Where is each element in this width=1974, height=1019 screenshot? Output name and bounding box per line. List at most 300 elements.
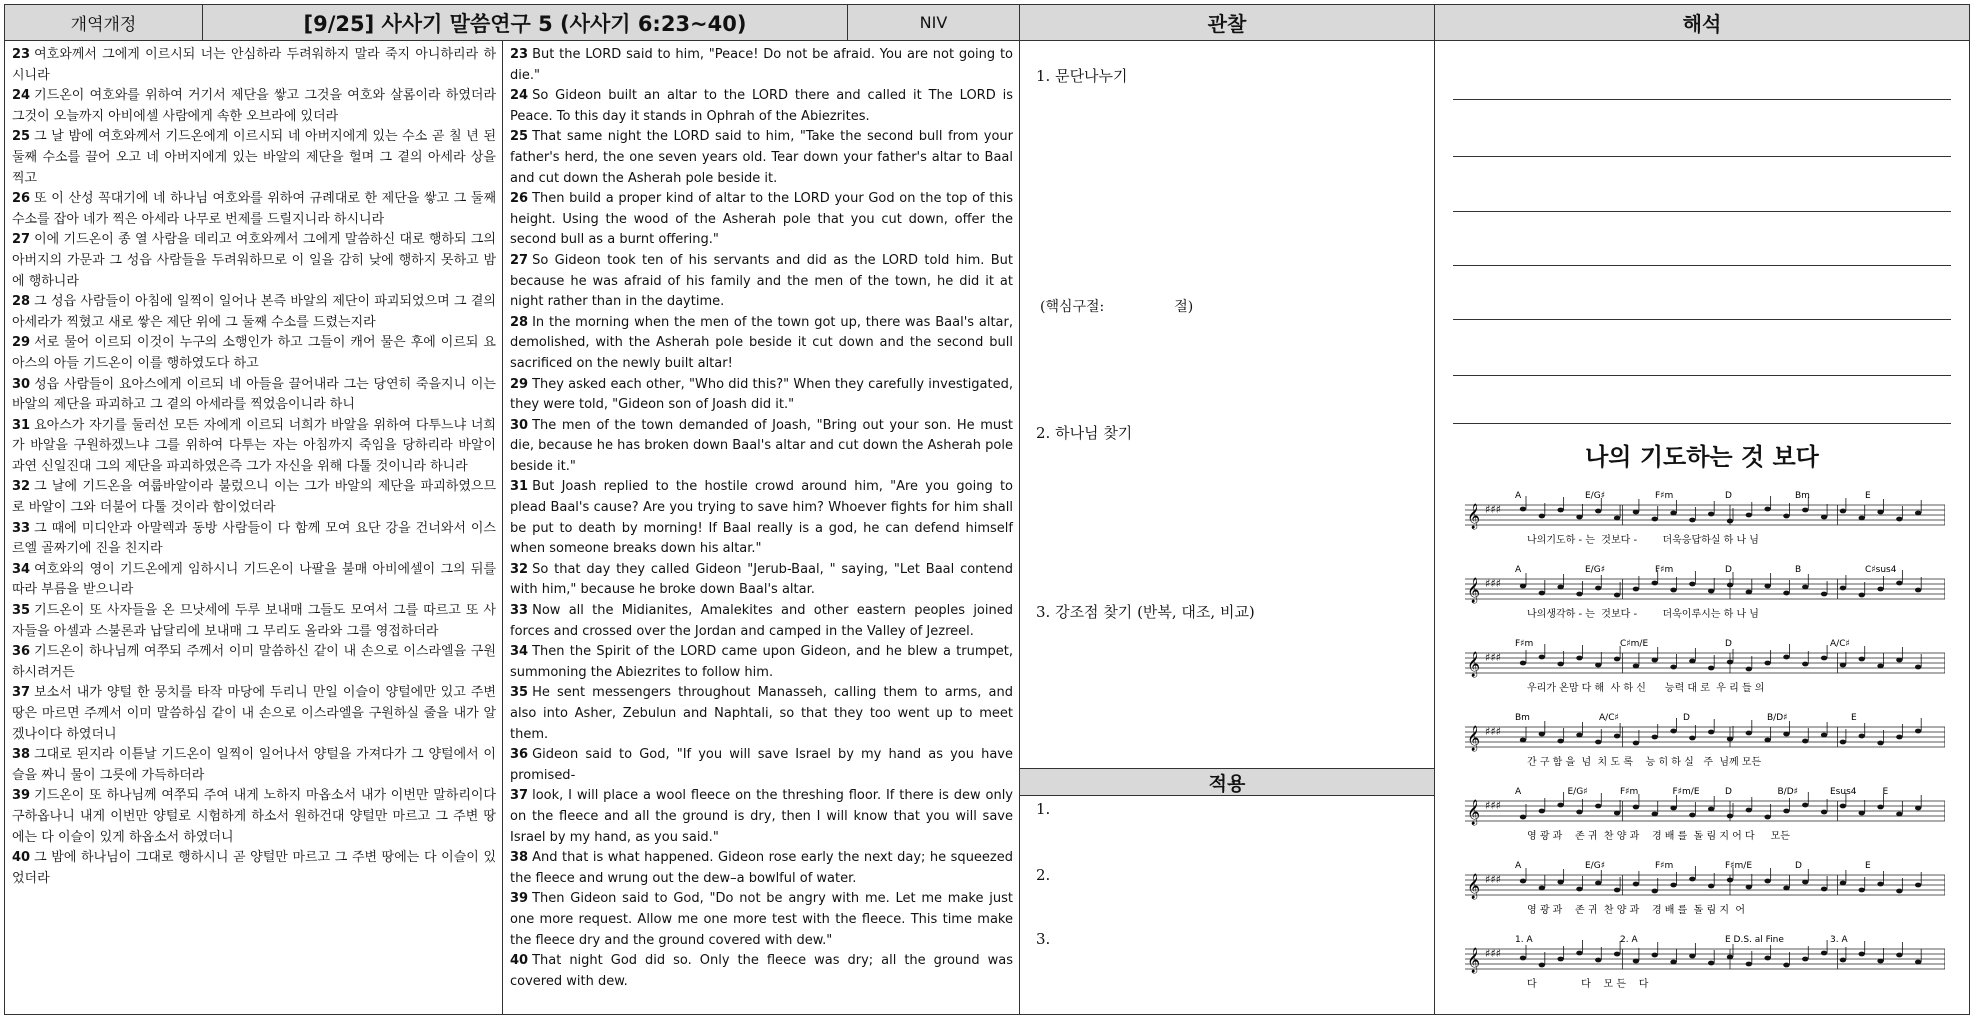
note	[1576, 733, 1582, 738]
verse-30	[12, 375, 496, 416]
note	[1783, 809, 1789, 814]
verse-number: 33	[510, 603, 529, 619]
verse-33	[510, 601, 1013, 642]
verse-number: 23	[12, 47, 31, 62]
verse-text: But the LORD said to him, "Peace! Do not be afraid. You are not going to die."	[510, 47, 1013, 83]
verse-31	[12, 416, 496, 478]
note	[1689, 518, 1695, 523]
note	[1708, 884, 1714, 889]
note	[1764, 956, 1770, 961]
note	[1840, 804, 1846, 809]
verse-text: 그대로 된지라 이튿날 기드온이 일찍이 일어나서 양털을 가져다가 그 양털에서 이슬을 짜니 물이 그릇에 가득하더라	[12, 747, 496, 783]
verse-36	[12, 642, 496, 683]
key-signature: ♯♯♯	[1485, 947, 1501, 960]
verse-text: 그 때에 미디안과 아말렉과 동방 사람들이 다 함께 모여 요단 강을 건너와서 이스르엘 골짜기에 진을 친지라	[12, 520, 496, 557]
verse-text: Then build a proper kind of altar to the LORD your God on the top of this height. Using the wood of the Asherah pole that you cut down, offer the second bull as a burnt offering."	[510, 191, 1013, 248]
note	[1915, 729, 1921, 734]
english-text-column	[502, 40, 1020, 1015]
note	[1764, 815, 1770, 820]
verse-text: 기드온이 또 하나님께 여쭈되 주여 내게 노하지 마옵소서 내가 이번만 말하리이다 구하옵나니 내게 이번만 양털로 시험하게 하소서 원하건대 양털만 마르고 그 주변 땅에는 다 이슬이 있게 하옵소서 하였더니	[12, 788, 496, 845]
key-verse-label	[1040, 296, 1193, 316]
note	[1859, 657, 1865, 662]
note	[1670, 883, 1676, 888]
chord-symbol: E/G♯	[1585, 491, 1606, 501]
treble-clef-icon: 𝄞	[1467, 504, 1481, 529]
verse-23	[510, 45, 1013, 86]
note	[1859, 593, 1865, 598]
note	[1595, 586, 1601, 591]
note	[1633, 805, 1639, 810]
chord-symbol: F♯m	[1515, 639, 1534, 649]
verse-text: But Joash replied to the hostile crowd around him, "Are you going to plead Baal's cause? Are you trying to save him? Whoever fights for him shall be put to death by morning! If Baal really is a god, he can defend himself when someone breaks down his altar."	[510, 479, 1013, 557]
verse-number: 39	[510, 891, 529, 907]
note	[1802, 508, 1808, 513]
note	[1576, 887, 1582, 892]
treble-clef-icon: 𝄞	[1467, 874, 1481, 899]
chord-symbol: 3. A	[1830, 935, 1848, 945]
note	[1802, 803, 1808, 808]
verse-text: In the morning when the men of the town got up, there was Baal's altar, demolished, with the Asherah pole beside it cut down and the second bull sacrificed on the newly built altar!	[510, 314, 1013, 371]
note	[1859, 888, 1865, 893]
note	[1915, 960, 1921, 965]
note	[1877, 587, 1883, 592]
verse-number: 38	[12, 747, 31, 763]
note	[1708, 666, 1714, 671]
note	[1764, 507, 1770, 512]
chord-symbol: Bm	[1795, 491, 1810, 501]
note	[1896, 735, 1902, 740]
verse-number: 28	[510, 314, 529, 330]
writing-line	[1453, 423, 1951, 424]
note	[1840, 509, 1846, 514]
verse-number: 31	[510, 479, 529, 495]
note	[1539, 886, 1545, 891]
note	[1859, 516, 1865, 521]
chord-symbol: A/C♯	[1830, 639, 1850, 649]
note	[1708, 961, 1714, 966]
note	[1727, 878, 1733, 883]
verse-number: 36	[510, 747, 529, 763]
verse-text: 기드온이 또 사자들을 온 므낫세에 두루 보내매 그들도 모여서 그를 따르고 또 사자들을 아셀과 스불론과 납달리에 보내매 그 무리도 올라와 그를 영접하더라	[12, 603, 496, 639]
note	[1520, 738, 1526, 743]
note	[1802, 662, 1808, 667]
verse-number: 23	[510, 47, 529, 62]
verse-text: And that is what happened. Gideon rose early the next day; he squeezed the fleece and wrung out the dew–a bowlful of water.	[510, 850, 1013, 886]
verse-text: 여호와께서 그에게 이르시되 너는 안심하라 두려워하지 말라 죽지 아니하리라 하시니라	[12, 47, 496, 83]
verse-40	[510, 951, 1013, 992]
chord-symbol: E	[1865, 861, 1871, 871]
verse-text: Gideon said to God, "If you will save Israel by my hand as you have promised-	[510, 747, 1013, 783]
verse-text: 성읍 사람들이 요아스에게 이르되 네 아들을 끌어내라 그는 당연히 죽을지니 이는 바알의 제단을 파괴하고 그 곁의 아세라를 찍었음이니라 하니	[12, 376, 496, 413]
chord-symbol: C♯sus4	[1865, 565, 1897, 575]
note	[1821, 810, 1827, 815]
note	[1595, 740, 1601, 745]
note	[1520, 879, 1526, 884]
verse-number: 34	[510, 644, 529, 660]
note	[1595, 958, 1601, 963]
note	[1652, 735, 1658, 740]
note	[1727, 583, 1733, 588]
verse-25	[510, 127, 1013, 189]
verse-text: Then Gideon said to God, "Do not be angry with me. Let me make just one more request. Allow me one more test with the fleece. This time make the fleece dry and the ground covered with dew."	[510, 891, 1013, 948]
note	[1746, 808, 1752, 813]
note	[1652, 581, 1658, 586]
verse-30	[510, 416, 1013, 478]
chord-symbol: E/G♯	[1585, 861, 1606, 871]
verse-27	[510, 251, 1013, 313]
chord-symbol: D	[1725, 787, 1732, 797]
application-panel	[1019, 795, 1435, 1015]
chord-symbol: 2. A	[1620, 935, 1638, 945]
note	[1896, 581, 1902, 586]
writing-line	[1453, 375, 1951, 376]
note	[1783, 655, 1789, 660]
note	[1727, 519, 1733, 524]
chord-symbol: D	[1683, 713, 1690, 723]
verse-34	[510, 642, 1013, 683]
key-verse-prefix: (핵심구절:	[1040, 299, 1105, 315]
treble-clef-icon: 𝄞	[1467, 800, 1481, 825]
note	[1689, 736, 1695, 741]
verse-23	[12, 45, 496, 86]
treble-clef-icon: 𝄞	[1467, 726, 1481, 751]
chord-symbol: A	[1515, 491, 1522, 501]
verse-number: 40	[12, 850, 31, 866]
music-row	[1465, 565, 1945, 620]
verse-text: So Gideon took ten of his servants and did as the LORD told him. But because he was afraid of his family and the men of the town, he did it at night rather than in the daytime.	[510, 252, 1013, 310]
note	[1802, 739, 1808, 744]
note	[1670, 511, 1676, 516]
note	[1783, 732, 1789, 737]
application-item-1: 1.	[1036, 800, 1051, 818]
verse-number: 36	[12, 644, 31, 660]
note	[1576, 515, 1582, 520]
note	[1557, 585, 1563, 590]
note	[1670, 960, 1676, 965]
key-signature: ♯♯♯	[1485, 503, 1501, 516]
verse-number: 24	[12, 88, 31, 104]
chord-symbol: E/G♯	[1585, 565, 1606, 575]
note	[1539, 514, 1545, 519]
note	[1783, 886, 1789, 891]
header-interpretation: 해석	[1434, 4, 1970, 41]
note	[1783, 514, 1789, 519]
verse-text: So that day they called Gideon "Jerub-Baal, " saying, "Let Baal contend with him," because he broke down Baal's altar.	[510, 561, 1013, 598]
verse-number: 35	[12, 603, 31, 619]
chord-symbol: F♯m	[1655, 565, 1674, 575]
note	[1633, 882, 1639, 887]
verse-29	[12, 333, 496, 374]
verse-text: That night God did so. Only the fleece was dry; all the ground was covered with dew.	[510, 953, 1013, 989]
verse-number: 37	[12, 685, 31, 701]
sheet-music	[1465, 481, 1945, 1011]
lyrics-line: 나의생각하 - 는 것보다 - 더욱이루시는 하 나 님	[1527, 609, 1759, 620]
note	[1821, 887, 1827, 892]
lyrics-line: 우리가 온맘 다 해 사 하 신 능력 대 로 우 리 들 의	[1527, 683, 1765, 694]
verse-number: 26	[12, 191, 31, 207]
verse-35	[510, 683, 1013, 745]
verse-number: 25	[510, 129, 529, 145]
note	[1557, 739, 1563, 744]
writing-line	[1453, 211, 1951, 212]
verse-number: 27	[12, 232, 31, 248]
chord-symbol: F♯m	[1655, 861, 1674, 871]
verse-text: Now all the Midianites, Amalekites and other eastern peoples joined forces and crossed over the Jordan and camped in the Valley of Jezreel.	[510, 603, 1013, 639]
verse-28	[510, 313, 1013, 375]
chord-symbol: A	[1515, 565, 1522, 575]
note	[1670, 806, 1676, 811]
note	[1614, 888, 1620, 893]
verse-number: 24	[510, 88, 529, 104]
treble-clef-icon: 𝄞	[1467, 948, 1481, 973]
note	[1727, 955, 1733, 960]
verse-38	[12, 745, 496, 786]
lyrics-line: 영 광 과 존 귀 찬 양 과 경 배 를 돌 림 지 어	[1527, 905, 1746, 916]
verse-text: He sent messengers throughout Manasseh, calling them to arms, and also into Asher, Zebulun and Naphtali, so that they too went up to meet them.	[510, 685, 1013, 742]
verse-number: 32	[12, 479, 31, 495]
note	[1840, 881, 1846, 886]
note	[1633, 587, 1639, 592]
verse-text: 그 날 밤에 여호와께서 기드온에게 이르시되 네 아버지에게 있는 수소 곧 칠 년 된 둘째 수소를 끌어 오고 네 아버지에게 있는 바알의 제단을 헐며 그 곁의 아세라 상을 찍고	[12, 129, 496, 186]
verse-number: 29	[510, 376, 529, 392]
verse-text: 그 날에 기드온을 여룹바알이라 불렀으니 이는 그가 바알의 제단을 파괴하였으므로 바알이 그와 더불어 다툴 것이라 함이었더라	[12, 479, 496, 516]
chord-symbol: B	[1795, 565, 1802, 575]
chord-symbol: E D.S. al Fine	[1725, 935, 1784, 945]
note	[1859, 734, 1865, 739]
note	[1689, 813, 1695, 818]
chord-symbol: E	[1865, 491, 1871, 501]
chord-symbol: B/D♯	[1767, 713, 1788, 723]
note	[1727, 814, 1733, 819]
verse-37	[510, 786, 1013, 848]
note	[1539, 591, 1545, 596]
note	[1614, 593, 1620, 598]
note	[1670, 665, 1676, 670]
note	[1520, 815, 1526, 820]
verse-39	[510, 889, 1013, 951]
note	[1557, 880, 1563, 885]
note	[1633, 510, 1639, 515]
observation-panel	[1019, 40, 1435, 769]
chord-symbol: F♯m	[1655, 491, 1674, 501]
note	[1557, 803, 1563, 808]
verse-37	[12, 683, 496, 745]
note	[1783, 591, 1789, 596]
note	[1764, 661, 1770, 666]
note	[1595, 881, 1601, 886]
treble-clef-icon: 𝄞	[1467, 578, 1481, 603]
note	[1840, 958, 1846, 963]
note	[1877, 805, 1883, 810]
chord-symbol: A	[1515, 861, 1522, 871]
verse-number: 26	[510, 191, 529, 207]
verse-text: 그 성읍 사람들이 아침에 일찍이 일어나 본즉 바알의 제단이 파괴되었으며 그 곁의 아세라가 찍혔고 새로 쌓은 제단 위에 그 둘째 수소를 드렸는지라	[12, 294, 496, 330]
verse-24	[12, 86, 496, 127]
lyrics-line: 다 다 모 든 다	[1527, 979, 1649, 990]
note	[1576, 810, 1582, 815]
note	[1802, 585, 1808, 590]
note	[1746, 885, 1752, 890]
application-item-2: 2.	[1036, 866, 1051, 884]
verse-number: 34	[12, 561, 31, 577]
note	[1595, 663, 1601, 668]
chord-symbol: F♯m	[1620, 787, 1639, 797]
music-row	[1465, 491, 1945, 546]
note	[1557, 662, 1563, 667]
verse-text: look, I will place a wool fleece on the threshing floor. If there is dew only on the fleece and all the ground is dry, then I will know that you will save Israel by my hand, as you said."	[510, 788, 1013, 845]
verse-text: 이에 기드온이 종 열 사람을 데리고 여호와께서 그에게 말씀하신 대로 행하되 그의 아버지의 가문과 그 성읍 사람들을 두려워하므로 이 일을 감히 낮에 행하지 못하고 밤에 행하니라	[12, 232, 496, 289]
header-observation: 관찰	[1019, 4, 1435, 41]
note	[1595, 804, 1601, 809]
note	[1746, 667, 1752, 672]
music-row	[1465, 935, 1945, 990]
lyrics-line: 나의기도하 - 는 것보다 - 더욱응답하실 하 나 님	[1527, 535, 1759, 546]
note	[1689, 582, 1695, 587]
header-version-left: 개역개정	[4, 4, 203, 41]
verse-27	[12, 230, 496, 292]
verse-text: That same night the LORD said to him, "Take the second bull from your father's herd, the one seven years old. Tear down your father's altar to Baal and cut down the Asherah pole beside it.	[510, 129, 1013, 186]
note	[1652, 953, 1658, 958]
verse-number: 38	[510, 850, 529, 866]
page-title: [9/25] 사사기 말씀연구 5 (사사기 6:23~40)	[202, 4, 848, 41]
note	[1840, 740, 1846, 745]
note	[1802, 957, 1808, 962]
note	[1783, 963, 1789, 968]
verse-number: 33	[12, 520, 31, 536]
note	[1689, 659, 1695, 664]
music-row	[1465, 713, 1945, 768]
verse-26	[510, 189, 1013, 251]
note	[1633, 741, 1639, 746]
verse-number: 30	[12, 376, 31, 392]
writing-line	[1453, 265, 1951, 266]
writing-line	[1453, 156, 1951, 157]
writing-line	[1453, 99, 1951, 100]
note	[1764, 738, 1770, 743]
verse-39	[12, 786, 496, 848]
note	[1764, 879, 1770, 884]
application-item-3: 3.	[1036, 930, 1051, 948]
note	[1520, 584, 1526, 589]
verse-31	[510, 477, 1013, 559]
note	[1520, 507, 1526, 512]
chord-symbol: D	[1725, 565, 1732, 575]
key-signature: ♯♯♯	[1485, 577, 1501, 590]
verse-number: 40	[510, 953, 529, 969]
note	[1821, 733, 1827, 738]
chord-symbol: Esus4	[1830, 787, 1857, 797]
music-row	[1465, 787, 1945, 842]
note	[1614, 657, 1620, 662]
note	[1859, 952, 1865, 957]
verse-number: 32	[510, 561, 529, 577]
key-signature: ♯♯♯	[1485, 725, 1501, 738]
verse-number: 31	[12, 417, 31, 433]
korean-text-column	[4, 40, 503, 1015]
chord-symbol: Bm	[1515, 713, 1530, 723]
note	[1821, 951, 1827, 956]
verse-number: 29	[12, 335, 31, 351]
key-signature: ♯♯♯	[1485, 799, 1501, 812]
note	[1821, 515, 1827, 520]
verse-40	[12, 848, 496, 889]
note	[1915, 883, 1921, 888]
note	[1877, 664, 1883, 669]
verse-text: 기드온이 여호와를 위하여 거기서 제단을 쌓고 그것을 여호와 살롬이라 하였더라 그것이 오늘까지 아비에셀 사람에게 속한 오브라에 있더라	[12, 88, 496, 124]
note	[1915, 511, 1921, 516]
verse-34	[12, 560, 496, 601]
note	[1614, 952, 1620, 957]
verse-number: 27	[510, 252, 529, 268]
treble-clef-icon: 𝄞	[1467, 652, 1481, 677]
note	[1764, 584, 1770, 589]
verse-38	[510, 848, 1013, 889]
note	[1652, 517, 1658, 522]
observation-item-emphasis: 3. 강조점 찾기 (반복, 대조, 비교)	[1036, 603, 1255, 621]
verse-text: 또 이 산성 꼭대기에 네 하나님 여호와를 위하여 규례대로 한 제단을 쌓고 그 둘째 수소를 잡아 네가 찍은 아세라 나무로 번제를 드릴지니라 하시니라	[12, 191, 496, 227]
chord-symbol: D	[1795, 861, 1802, 871]
note	[1746, 731, 1752, 736]
verse-text: 그 밤에 하나님이 그대로 행하시니 곧 양털만 마르고 그 주변 땅에는 다 이슬이 있었더라	[12, 850, 496, 886]
note	[1520, 661, 1526, 666]
chord-symbol: E/G♯	[1567, 787, 1588, 797]
verse-text: They asked each other, "Who did this?" When they carefully investigated, they were told, "Gideon son of Joash did it."	[510, 376, 1013, 413]
verse-number: 39	[12, 788, 31, 804]
verse-29	[510, 375, 1013, 416]
verse-25	[12, 127, 496, 189]
note	[1896, 517, 1902, 522]
note	[1652, 889, 1658, 894]
observation-item-find-god: 2. 하나님 찾기	[1036, 424, 1133, 442]
application-header: 적용	[1019, 768, 1435, 796]
note	[1708, 589, 1714, 594]
chord-symbol: E	[1851, 713, 1857, 723]
verse-number: 25	[12, 129, 31, 145]
verse-number: 35	[510, 685, 529, 701]
music-row	[1465, 639, 1945, 694]
verse-text: 보소서 내가 양털 한 뭉치를 타작 마당에 두리니 만일 이슬이 양털에만 있고 주변 땅은 마르면 주께서 이미 말씀하심 같이 내 손으로 이스라엘을 구원하실 줄을 내가 알겠나이다 하였더니	[12, 685, 496, 742]
note	[1670, 588, 1676, 593]
note	[1708, 807, 1714, 812]
note	[1576, 656, 1582, 661]
note	[1614, 811, 1620, 816]
note	[1896, 658, 1902, 663]
verse-24	[510, 86, 1013, 127]
note	[1746, 962, 1752, 967]
note	[1859, 811, 1865, 816]
note	[1896, 953, 1902, 958]
verse-number: 28	[12, 294, 31, 310]
key-signature: ♯♯♯	[1485, 651, 1501, 664]
verse-text: So Gideon built an altar to the LORD there and called it The LORD is Peace. To this day it stands in Ophrah of the Abiezrites.	[510, 88, 1013, 124]
verse-26	[12, 189, 496, 230]
song-title: 나의 기도하는 것 보다	[1585, 443, 1819, 471]
chord-symbol: F♯m/E	[1672, 787, 1700, 797]
verse-text: 요아스가 자기를 둘러선 모든 자에게 이르되 너희가 바알을 위하여 다투느냐 너희가 바알을 구원하겠느냐 그를 위하여 다투는 자는 아침까지 죽임을 당하리라 바알이 과연 신일진대 그의 제단을 파괴하였은즉 그가 자신을 위해 다툴 것이니라 하니라	[12, 417, 496, 474]
note	[1670, 729, 1676, 734]
verse-number: 30	[510, 417, 529, 433]
note	[1689, 877, 1695, 882]
note	[1821, 592, 1827, 597]
note	[1915, 588, 1921, 593]
lyrics-line: 영 광 과 존 귀 찬 양 과 경 배 를 돌 림 지 어 다 모든	[1527, 831, 1790, 842]
key-verse-unit: 절)	[1174, 299, 1194, 315]
note	[1595, 509, 1601, 514]
note	[1708, 512, 1714, 517]
note	[1689, 954, 1695, 959]
note	[1877, 510, 1883, 515]
key-signature: ♯♯♯	[1485, 873, 1501, 886]
